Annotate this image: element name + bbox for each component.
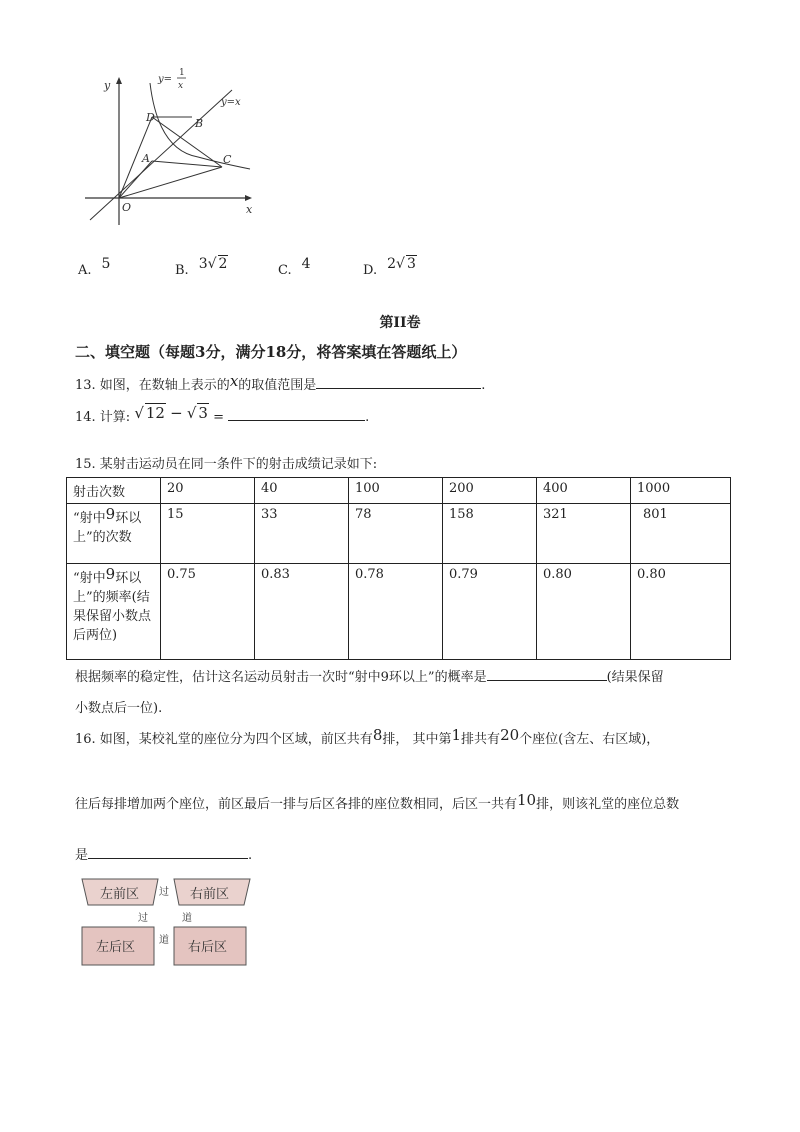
- table-cell: 33: [255, 504, 349, 564]
- table-cell: 0.83: [255, 564, 349, 660]
- choice-value: 4: [301, 256, 311, 272]
- table-cell: 200: [443, 478, 537, 504]
- q15-conclusion-note: (结果保留: [606, 670, 664, 685]
- choice-letter: A.: [78, 263, 92, 278]
- q14-minus: −: [170, 404, 183, 422]
- table-cell: 40: [255, 478, 349, 504]
- choice-a[interactable]: [78, 256, 111, 278]
- table-cell: 20: [161, 478, 255, 504]
- q15-answer-blank[interactable]: [487, 668, 607, 681]
- question-14: [75, 406, 369, 425]
- table-cell: 78: [349, 504, 443, 564]
- q16-text: 是: [75, 848, 89, 863]
- choice-c[interactable]: [278, 256, 311, 278]
- header-number: 9: [105, 565, 116, 583]
- q14-answer-blank[interactable]: [228, 408, 365, 421]
- table-row: [67, 504, 731, 564]
- point-label-D: D: [146, 111, 155, 124]
- table-cell: 0.80: [631, 564, 731, 660]
- origin-label: O: [122, 201, 132, 214]
- frequency-table: [66, 477, 731, 660]
- table-cell: 15: [161, 504, 255, 564]
- choice-value: [387, 256, 417, 272]
- choice-letter: D.: [363, 263, 378, 278]
- segment-OC: [119, 167, 222, 198]
- right-front-label: 右前区: [190, 887, 230, 902]
- question-16: [75, 728, 659, 747]
- seating-diagram: [78, 875, 258, 970]
- q16-number: 8: [372, 726, 383, 744]
- q13-answer-blank[interactable]: [316, 376, 481, 389]
- choice-b[interactable]: [175, 256, 228, 278]
- q16-text: 个座位(含左、右区域)，: [519, 732, 660, 747]
- table-cell: 0.78: [349, 564, 443, 660]
- choice-d[interactable]: [363, 256, 417, 278]
- table-header-cell: [67, 504, 161, 564]
- table-cell: 1000: [631, 478, 731, 504]
- aisle-label: 过: [138, 913, 148, 924]
- q13-text: 13. 如图，在数轴上表示的: [75, 378, 230, 393]
- table-cell: 0.79: [443, 564, 537, 660]
- table-cell: 100: [349, 478, 443, 504]
- y-axis-arrow-icon: [116, 77, 122, 84]
- table-cell: 0.75: [161, 564, 255, 660]
- table-cell: 801: [631, 504, 731, 564]
- curve-label-denominator: x: [178, 81, 184, 91]
- q16-text: 往后每排增加两个座位，前区最后一排与后区各排的座位数相同，后区一共有: [75, 797, 518, 812]
- header-text: “射中: [73, 511, 106, 526]
- table-cell: 158: [443, 504, 537, 564]
- radicand-3: 3: [198, 404, 208, 422]
- line-label: y=x: [221, 97, 241, 108]
- function-graph: [80, 65, 265, 230]
- question-13: [75, 374, 485, 393]
- table-header-cell: 射击次数: [67, 478, 161, 504]
- point-label-B: B: [195, 117, 204, 130]
- q14-end: .: [365, 410, 370, 425]
- question-16-line2: [75, 793, 679, 812]
- aisle-label: 道: [182, 913, 192, 924]
- radical-12: √ 12: [134, 404, 165, 422]
- segment-OA: [119, 161, 152, 198]
- point-label-C: C: [223, 153, 232, 166]
- q16-number: 1: [451, 726, 462, 744]
- radical: √ 3: [396, 256, 416, 272]
- point-label-A: A: [142, 152, 150, 165]
- radical-coefficient: 3: [198, 256, 208, 272]
- q16-answer-blank[interactable]: [88, 846, 248, 859]
- question-16-line3: [75, 844, 252, 863]
- q16-number: 10: [517, 791, 537, 809]
- choice-value: 5: [101, 256, 111, 272]
- table-cell: 400: [537, 478, 631, 504]
- aisle-label: 道: [159, 935, 169, 946]
- radical-3: √ 3: [186, 404, 208, 422]
- y-axis-label: y: [104, 79, 111, 92]
- q16-text: 16. 如图，某校礼堂的座位分为四个区域，前区共有: [75, 732, 373, 747]
- table-cell: 0.80: [537, 564, 631, 660]
- aisle-label: 过: [159, 887, 169, 898]
- header-text: “射中: [73, 571, 106, 586]
- segment-DC: [152, 117, 222, 167]
- q14-label: 14. 计算:: [75, 410, 131, 425]
- choice-value: [199, 256, 229, 272]
- x-axis-arrow-icon: [245, 195, 252, 201]
- q16-text: 排，则该礼堂的座位总数: [536, 797, 680, 812]
- curve-label-numerator: 1: [179, 68, 185, 78]
- q15-intro: 15. 某射击运动员在同一条件下的射击成绩记录如下:: [75, 457, 378, 472]
- radicand: 3: [406, 256, 416, 272]
- q15-conclusion-text: 根据频率的稳定性，估计这名运动员射击一次时“射中9环以上”的概率是: [75, 670, 487, 685]
- choice-letter: C.: [278, 263, 292, 278]
- left-back-label: 左后区: [96, 940, 136, 955]
- header-text: 环以上”的频率(结果保留小数点后两位): [73, 571, 152, 643]
- line-y-equals-x: [90, 90, 232, 220]
- left-front-label: 左前区: [100, 887, 140, 902]
- right-back-label: 右后区: [188, 940, 228, 955]
- part-title: 二、填空题（每题3分，满分18分，将答案填在答题纸上）: [75, 343, 467, 361]
- q16-text: 排， 其中第: [382, 732, 452, 747]
- table-row: [67, 478, 731, 504]
- table-cell: 321: [537, 504, 631, 564]
- choice-letter: B.: [175, 263, 189, 278]
- q13-variable: x: [229, 372, 239, 390]
- segment-AC: [152, 161, 222, 167]
- table-header-cell: [67, 564, 161, 660]
- q15-conclusion: [75, 666, 664, 685]
- q16-end: .: [248, 848, 253, 863]
- q13-end: .: [481, 378, 486, 393]
- radicand-12: 12: [145, 404, 165, 422]
- table-row: [67, 564, 731, 660]
- header-number: 9: [105, 505, 116, 523]
- q16-number: 20: [500, 726, 520, 744]
- radical-coefficient: 2: [387, 256, 397, 272]
- q14-equals: =: [213, 410, 224, 425]
- q15-conclusion-cont: 小数点后一位).: [75, 701, 163, 716]
- x-axis-label: x: [246, 203, 253, 216]
- radicand: 2: [218, 256, 228, 272]
- header-text: 环以上”的次数: [73, 511, 142, 545]
- q16-text: 排共有: [461, 732, 501, 747]
- q13-text-after: 的取值范围是: [238, 378, 317, 393]
- curve-label: y=: [158, 74, 173, 85]
- section-title: 第II卷: [379, 315, 421, 331]
- radical: √ 2: [207, 256, 228, 272]
